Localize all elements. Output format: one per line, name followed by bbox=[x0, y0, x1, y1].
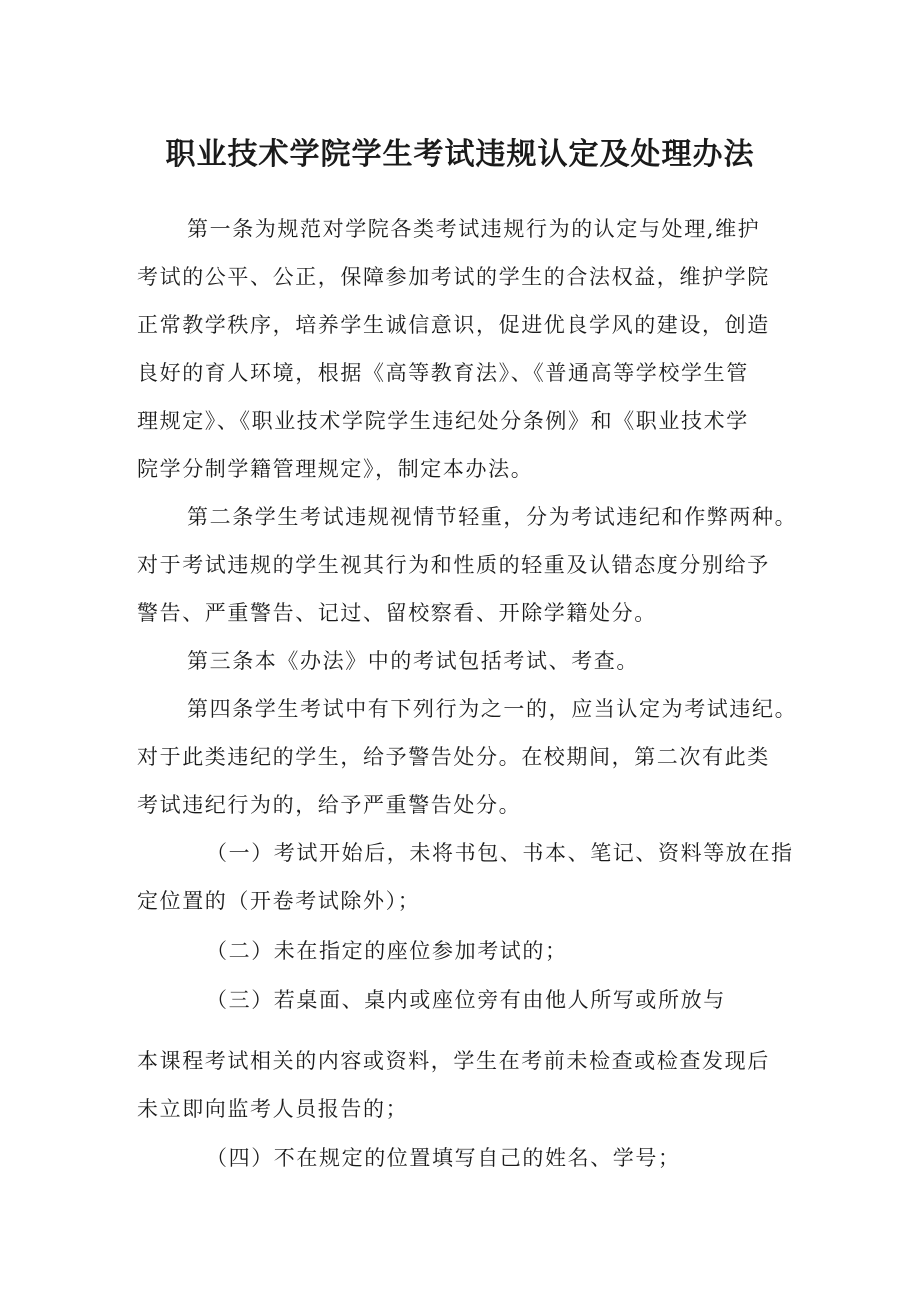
item-3-line: 未立即向监考人员报告的； bbox=[137, 1097, 409, 1121]
article-1-line: 正常教学秩序，培养学生诚信意识，促进优良学风的建设，创造 bbox=[137, 313, 770, 337]
article-4-line: 对于此类违纪的学生，给予警告处分。在校期间，第二次有此类 bbox=[137, 745, 770, 769]
item-1-line: （一）考试开始后，未将书包、书本、笔记、资料等放在指 bbox=[206, 841, 794, 865]
article-2-line: 对于考试违规的学生视其行为和性质的轻重及认错态度分别给予 bbox=[137, 553, 770, 577]
article-1-line: 院学分制学籍管理规定》，制定本办法。 bbox=[137, 457, 534, 481]
article-1-line: 考试的公平、公正，保障参加考试的学生的合法权益，维护学院 bbox=[137, 265, 770, 289]
article-1-line: 第一条为规范对学院各类考试违规行为的认定与处理,维护 bbox=[187, 217, 761, 241]
item-1-line: 定位置的（开卷考试除外）； bbox=[137, 889, 421, 913]
document-title: 职业技术学院学生考试违规认定及处理办法 bbox=[165, 137, 755, 172]
article-2-line: 第二条学生考试违规视情节轻重，分为考试违纪和作弊两种。 bbox=[187, 505, 798, 529]
item-2-line: （二）未在指定的座位参加考试的； bbox=[206, 939, 568, 963]
item-3-line: （三）若桌面、桌内或座位旁有由他人所写或所放与 bbox=[206, 988, 726, 1012]
article-4-line: 第四条学生考试中有下列行为之一的，应当认定为考试违纪。 bbox=[187, 697, 798, 721]
item-4-line: （四）不在规定的位置填写自己的姓名、学号； bbox=[206, 1146, 681, 1170]
article-1-line: 良好的育人环境，根据《高等教育法》、《普通高等学校学生管 bbox=[137, 361, 749, 385]
article-3-line: 第三条本《办法》中的考试包括考试、考查。 bbox=[187, 649, 639, 673]
article-1-line: 理规定》、《职业技术学院学生违纪处分条例》和《职业技术学 bbox=[137, 409, 749, 433]
article-4-line: 考试违纪行为的，给予严重警告处分。 bbox=[137, 793, 522, 817]
item-3-line: 本课程考试相关的内容或资料，学生在考前未检查或检查发现后 bbox=[137, 1049, 770, 1073]
article-2-line: 警告、严重警告、记过、留校察看、开除学籍处分。 bbox=[137, 601, 657, 625]
